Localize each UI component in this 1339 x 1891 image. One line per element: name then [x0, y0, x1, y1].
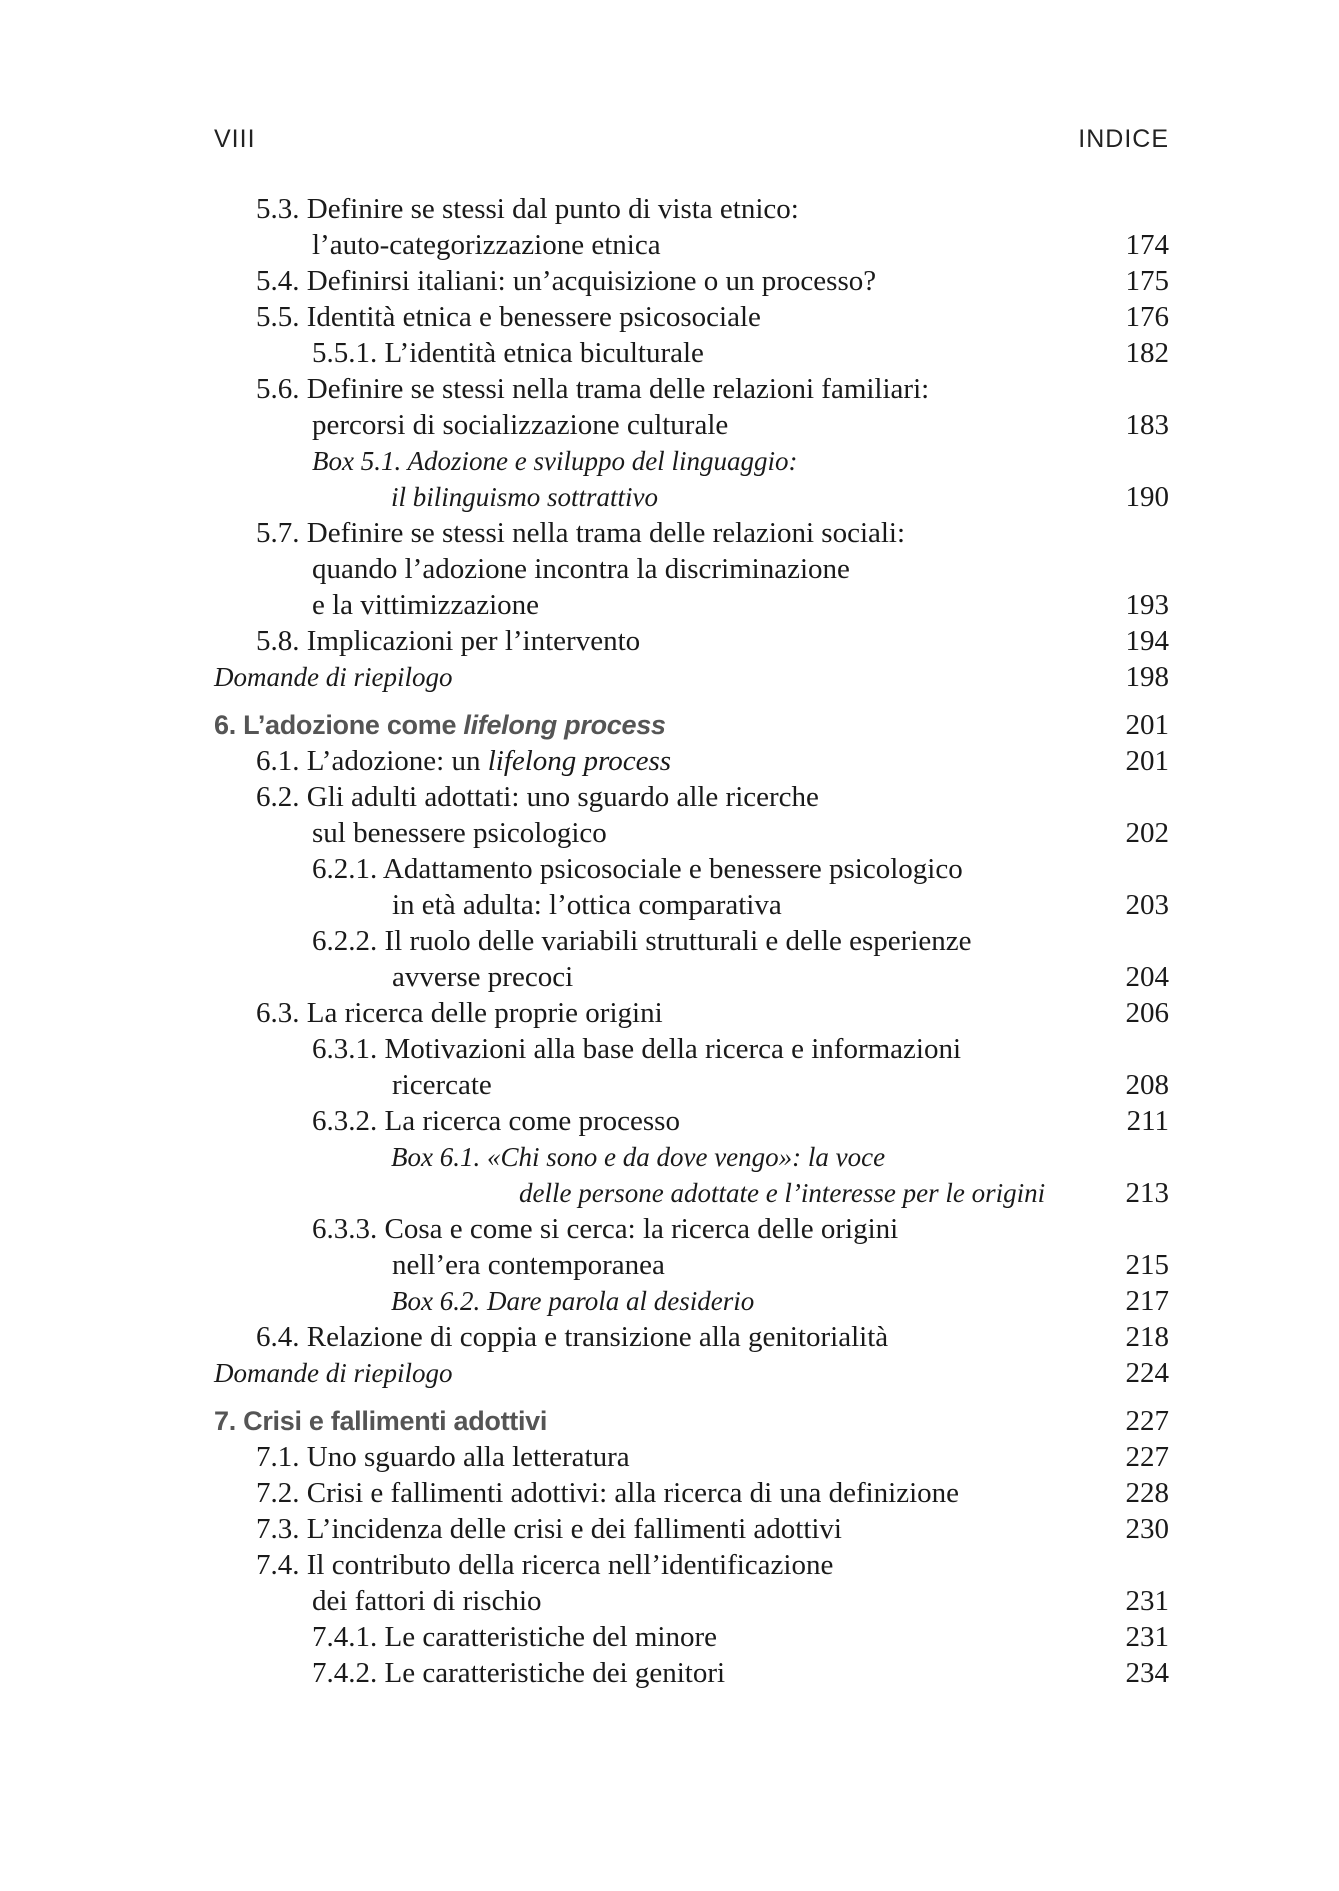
toc-entry-title: ricercate	[392, 1069, 492, 1101]
toc-page-number: 193	[1125, 589, 1169, 621]
toc-entry-title: 6.3.1. Motivazioni alla base della ricerca e informazioni	[312, 1033, 962, 1065]
toc-entry	[214, 191, 1169, 227]
toc-entry-text	[312, 1211, 898, 1247]
toc-entry-emphasis: lifelong process	[463, 710, 666, 740]
toc-entry-title: 6. L’adozione come	[214, 710, 464, 740]
toc-page-number: 198	[1125, 661, 1169, 693]
toc-entry-text	[312, 587, 539, 623]
toc-entry-title: 6.3.2. La ricerca come processo	[312, 1105, 680, 1137]
toc-entry-text	[256, 191, 799, 227]
toc-entry-title: 6.2.1. Adattamento psicosociale e benessere psicologico	[312, 853, 963, 885]
toc-entry	[214, 1103, 1169, 1139]
toc-entry-title: 6.2.2. Il ruolo delle variabili strutturali e delle esperienze	[312, 925, 972, 957]
toc-entry	[214, 1475, 1169, 1511]
toc-page-number: 206	[1125, 997, 1169, 1029]
toc-entry	[214, 263, 1169, 299]
toc-page-number: 183	[1125, 409, 1169, 441]
toc-entry-title: Domande di riepilogo	[214, 1358, 453, 1388]
toc-entry-text	[392, 887, 782, 923]
toc-entry-text	[214, 707, 666, 743]
toc-entry-text	[256, 515, 905, 551]
toc-entry-title: 7. Crisi e fallimenti adottivi	[214, 1406, 548, 1436]
toc-entry	[214, 851, 1169, 887]
toc-entry-text	[312, 407, 728, 443]
toc-entry-title: 7.4.2. Le caratteristiche dei genitori	[312, 1657, 726, 1689]
toc-page-number: 202	[1125, 817, 1169, 849]
toc-page-number: 234	[1125, 1657, 1169, 1689]
section-title: INDICE	[1078, 125, 1169, 153]
toc-entry-title: Box 6.2. Dare parola al desiderio	[391, 1286, 755, 1316]
toc-entry-text	[312, 443, 797, 479]
toc-entry-text	[519, 1175, 1045, 1211]
toc-entry-title: sul benessere psicologico	[312, 817, 607, 849]
toc-entry-text	[312, 1655, 725, 1691]
toc-page-number: 231	[1125, 1585, 1169, 1617]
toc-entry	[214, 1139, 1169, 1175]
toc-entry	[214, 1283, 1169, 1319]
toc-entry-text	[391, 1139, 885, 1175]
toc-entry-title: 6.3. La ricerca delle proprie origini	[256, 997, 663, 1029]
toc-entry-text	[256, 1547, 833, 1583]
toc-entry	[214, 743, 1169, 779]
toc-entry	[214, 1583, 1169, 1619]
toc-page-number: 217	[1125, 1285, 1169, 1317]
toc-entry-title: 6.1. L’adozione: un	[256, 745, 488, 777]
toc-entry	[214, 1031, 1169, 1067]
toc-page-number: 182	[1125, 337, 1169, 369]
toc-entry	[214, 959, 1169, 995]
toc-entry	[214, 659, 1169, 695]
toc-entry-text	[312, 551, 850, 587]
toc-entry-emphasis: lifelong process	[487, 745, 672, 777]
toc-entry-title: avverse precoci	[392, 961, 574, 993]
toc-entry-title: 7.3. L’incidenza delle crisi e dei fallimenti adottivi	[256, 1513, 842, 1545]
toc-entry-text	[312, 1619, 717, 1655]
toc-entry-text	[312, 227, 661, 263]
toc-entry-title: e la vittimizzazione	[312, 589, 540, 621]
toc-page-number: 231	[1125, 1621, 1169, 1653]
toc-page-number: 227	[1125, 1441, 1169, 1473]
toc-entry-text	[312, 851, 963, 887]
toc-entry	[214, 299, 1169, 335]
toc-entry-text	[256, 743, 671, 779]
toc-page-number: 208	[1125, 1069, 1169, 1101]
toc-page-number: 230	[1125, 1513, 1169, 1545]
toc-entry	[214, 1511, 1169, 1547]
toc-entry	[214, 887, 1169, 923]
toc-entry	[214, 1247, 1169, 1283]
toc-page-number: 228	[1125, 1477, 1169, 1509]
toc-entry-text	[256, 1439, 630, 1475]
toc-entry-title: in età adulta: l’ottica comparativa	[392, 889, 782, 921]
toc-entry-title: 7.4. Il contributo della ricerca nell’identificazione	[256, 1549, 834, 1581]
toc-entry-text	[256, 779, 819, 815]
toc-entry-text	[256, 623, 640, 659]
toc-entry	[214, 515, 1169, 551]
toc-page-number: 194	[1125, 625, 1169, 657]
toc-entry-text	[312, 815, 607, 851]
toc-entry	[214, 1547, 1169, 1583]
toc-entry	[214, 479, 1169, 515]
toc-entry-text	[256, 1511, 842, 1547]
toc-entry-title: dei fattori di rischio	[312, 1585, 542, 1617]
toc-entry	[214, 1067, 1169, 1103]
toc-entry-text	[256, 1319, 888, 1355]
toc-entry-text	[256, 299, 761, 335]
toc-entry-title: 7.4.1. Le caratteristiche del minore	[312, 1621, 718, 1653]
toc-entry-title: 6.3.3. Cosa e come si cerca: la ricerca delle origini	[312, 1213, 899, 1245]
toc-entry	[214, 371, 1169, 407]
toc-entry-title: quando l’adozione incontra la discriminazione	[312, 553, 850, 585]
toc-page-number: 213	[1125, 1177, 1169, 1209]
toc-entry-title: 5.4. Definirsi italiani: un’acquisizione o un processo?	[256, 265, 877, 297]
toc-entry	[214, 1175, 1169, 1211]
toc-entry	[214, 1619, 1169, 1655]
toc-entry-text	[391, 479, 658, 515]
toc-page-number: 201	[1125, 745, 1169, 777]
toc-entry-title: nell’era contemporanea	[392, 1249, 665, 1281]
toc-page-number: 215	[1125, 1249, 1169, 1281]
toc-entry-text	[256, 995, 663, 1031]
toc-entry-title: percorsi di socializzazione culturale	[312, 409, 729, 441]
toc-entry	[214, 1655, 1169, 1691]
toc-page-number: 175	[1125, 265, 1169, 297]
toc-page-number: 201	[1125, 709, 1169, 741]
toc-entry-title: 6.2. Gli adulti adottati: uno sguardo alle ricerche	[256, 781, 819, 813]
toc-page-number: 227	[1125, 1405, 1169, 1437]
toc-entry-title: 5.8. Implicazioni per l’intervento	[256, 625, 641, 657]
toc-entry-text	[312, 1031, 961, 1067]
toc-page-number: 176	[1125, 301, 1169, 333]
toc-entry-title: 6.4. Relazione di coppia e transizione alla genitorialità	[256, 1321, 889, 1353]
toc-entry-text	[256, 371, 929, 407]
toc-entry-text	[391, 1283, 754, 1319]
toc-entry	[214, 335, 1169, 371]
toc-entry-text	[312, 923, 972, 959]
toc-entry	[214, 623, 1169, 659]
page-folio: VIII	[214, 125, 256, 153]
running-head	[214, 125, 1169, 157]
toc-entry-text	[392, 959, 573, 995]
table-of-contents	[214, 191, 1169, 1691]
toc-entry-title: delle persone adottate e l’interesse per le origini	[519, 1178, 1046, 1208]
toc-entry	[214, 1211, 1169, 1247]
toc-entry-title: 5.5.1. L’identità etnica biculturale	[312, 337, 704, 369]
toc-entry	[214, 995, 1169, 1031]
toc-entry	[214, 923, 1169, 959]
toc-entry-title: 5.3. Definire se stessi dal punto di vista etnico:	[256, 193, 799, 225]
toc-entry-title: Box 5.1. Adozione e sviluppo del linguaggio:	[312, 446, 798, 476]
toc-entry-title: Domande di riepilogo	[214, 662, 453, 692]
toc-entry-title: 7.2. Crisi e fallimenti adottivi: alla ricerca di una definizione	[256, 1477, 960, 1509]
toc-entry	[214, 1319, 1169, 1355]
toc-page-number: 204	[1125, 961, 1169, 993]
toc-entry-title: 5.7. Definire se stessi nella trama delle relazioni sociali:	[256, 517, 906, 549]
toc-entry-title: il bilinguismo sottrattivo	[391, 482, 659, 512]
toc-entry-title: 5.6. Definire se stessi nella trama delle relazioni familiari:	[256, 373, 930, 405]
toc-entry-title: 7.1. Uno sguardo alla letteratura	[256, 1441, 630, 1473]
toc-entry	[214, 443, 1169, 479]
toc-entry-text	[392, 1067, 492, 1103]
toc-page-number: 224	[1125, 1357, 1169, 1389]
toc-entry-title: 5.5. Identità etnica e benessere psicosociale	[256, 301, 761, 333]
toc-entry	[214, 227, 1169, 263]
toc-chapter-entry	[214, 707, 1169, 743]
toc-entry	[214, 815, 1169, 851]
toc-page-number: 211	[1126, 1105, 1169, 1137]
toc-entry-text	[214, 659, 452, 695]
toc-entry-title: l’auto-categorizzazione etnica	[312, 229, 661, 261]
toc-entry	[214, 551, 1169, 587]
toc-entry	[214, 587, 1169, 623]
toc-page-number: 174	[1125, 229, 1169, 261]
toc-entry-text	[312, 335, 704, 371]
toc-entry-text	[392, 1247, 665, 1283]
toc-entry	[214, 407, 1169, 443]
toc-entry-text	[214, 1355, 452, 1391]
toc-entry-text	[214, 1403, 547, 1439]
toc-page-number: 218	[1125, 1321, 1169, 1353]
toc-entry-text	[256, 263, 876, 299]
toc-chapter-entry	[214, 1403, 1169, 1439]
toc-entry-text	[256, 1475, 959, 1511]
toc-entry-title: Box 6.1. «Chi sono e da dove vengo»: la voce	[391, 1142, 886, 1172]
toc-page-number: 190	[1125, 481, 1169, 513]
toc-entry-text	[312, 1583, 542, 1619]
toc-entry	[214, 779, 1169, 815]
toc-entry	[214, 1355, 1169, 1391]
toc-entry	[214, 1439, 1169, 1475]
toc-entry-text	[312, 1103, 680, 1139]
toc-page-number: 203	[1125, 889, 1169, 921]
